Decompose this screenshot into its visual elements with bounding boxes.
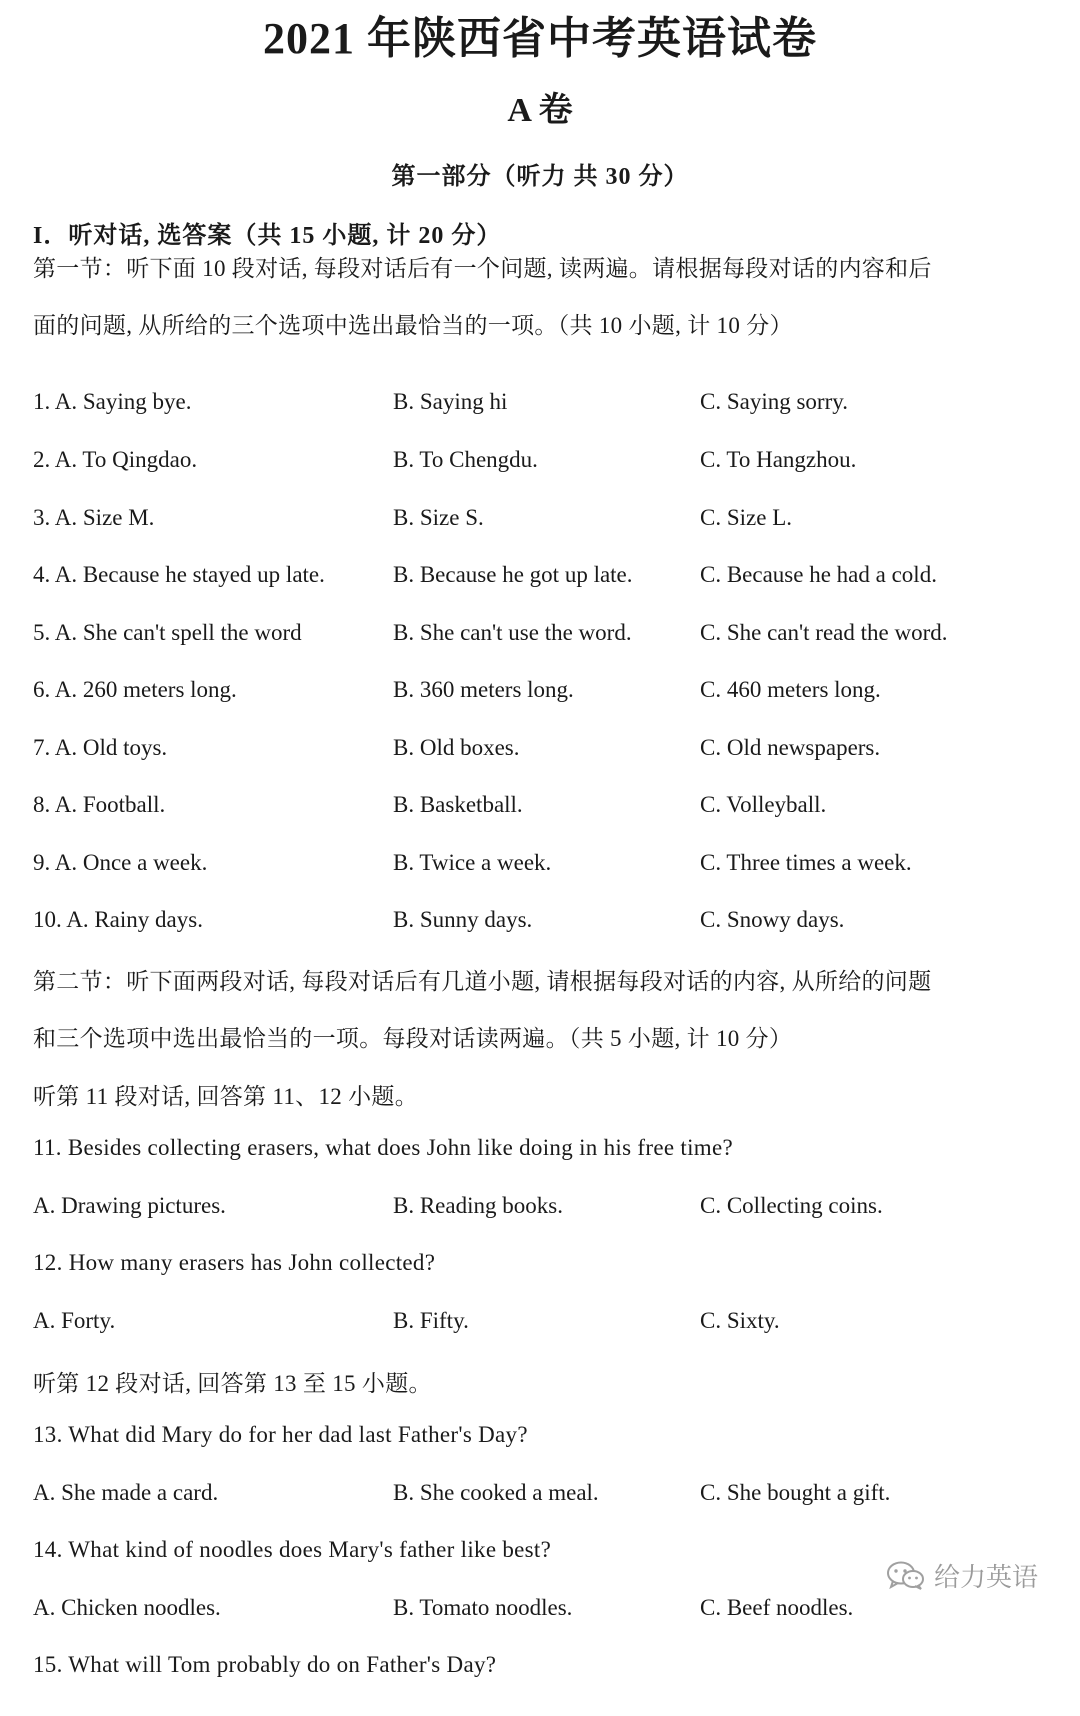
exam-title: 2021 年陕西省中考英语试卷	[263, 14, 817, 63]
option-a: A. Chicken noodles.	[33, 1595, 221, 1620]
option-a: 9. A. Once a week.	[33, 850, 208, 875]
option-a: 1. A. Saying bye.	[33, 389, 192, 414]
dialogue1-intro: 听第 11 段对话, 回答第 11、12 小题。	[33, 1084, 418, 1109]
option-c: C. Three times a week.	[700, 850, 912, 875]
exam-subtitle: A 卷	[507, 92, 573, 129]
option-c: C. 460 meters long.	[700, 677, 881, 702]
option-a: A. She made a card.	[33, 1480, 219, 1505]
question-13: 13. What did Mary do for her dad last Father's Day?	[33, 1422, 528, 1447]
option-a: 6. A. 260 meters long.	[33, 677, 237, 702]
question-row	[0, 562, 1080, 596]
option-a: 3. A. Size M.	[33, 505, 155, 530]
option-c: C. To Hangzhou.	[700, 447, 857, 472]
option-b: B. Sunny days.	[393, 907, 533, 932]
question-row	[0, 1480, 1080, 1514]
option-b: B. Twice a week.	[393, 850, 552, 875]
option-c: C. Volleyball.	[700, 792, 827, 817]
option-a: 7. A. Old toys.	[33, 735, 168, 760]
section1-instructions-line2: 面的问题, 从所给的三个选项中选出最恰当的一项。（共 10 小题, 计 10 分）	[33, 313, 793, 338]
question-14: 14. What kind of noodles does Mary's father like best?	[33, 1537, 552, 1562]
question-row	[0, 850, 1080, 884]
option-b: B. Old boxes.	[393, 735, 520, 760]
option-b: B. To Chengdu.	[393, 447, 538, 472]
option-b: B. Fifty.	[393, 1308, 469, 1333]
option-b: B. Reading books.	[393, 1193, 563, 1218]
option-a: 8. A. Football.	[33, 792, 166, 817]
option-a: 10. A. Rainy days.	[33, 907, 203, 932]
section1-instructions-line1: 第一节：听下面 10 段对话, 每段对话后有一个问题, 读两遍。请根据每段对话的内容和后	[33, 256, 932, 281]
question-row	[0, 620, 1080, 654]
option-b: B. Because he got up late.	[393, 562, 633, 587]
option-b: B. 360 meters long.	[393, 677, 574, 702]
option-c: C. She bought a gift.	[700, 1480, 891, 1505]
option-c: C. She can't read the word.	[700, 620, 948, 645]
option-b: B. Tomato noodles.	[393, 1595, 573, 1620]
option-c: C. Collecting coins.	[700, 1193, 883, 1218]
option-c: C. Old newspapers.	[700, 735, 881, 760]
option-b: B. Size S.	[393, 505, 484, 530]
option-a: 5. A. She can't spell the word	[33, 620, 302, 645]
question-row	[0, 677, 1080, 711]
option-c: C. Beef noodles.	[700, 1595, 854, 1620]
dialogue2-intro: 听第 12 段对话, 回答第 13 至 15 小题。	[33, 1371, 432, 1396]
question-15: 15. What will Tom probably do on Father's Day?	[33, 1652, 497, 1677]
wechat-icon	[886, 1560, 926, 1592]
part-title: 第一部分（听力 共 30 分）	[391, 164, 689, 190]
question-row	[0, 907, 1080, 941]
question-row	[0, 735, 1080, 769]
question-row	[0, 505, 1080, 539]
option-c: C. Saying sorry.	[700, 389, 849, 414]
question-row	[0, 1595, 1080, 1629]
question-row	[0, 1193, 1080, 1227]
watermark	[886, 1557, 1038, 1594]
option-c: C. Snowy days.	[700, 907, 845, 932]
section2-instructions-line2: 和三个选项中选出最恰当的一项。每段对话读两遍。（共 5 小题, 计 10 分）	[33, 1026, 793, 1051]
option-a: A. Forty.	[33, 1308, 116, 1333]
question-row	[0, 389, 1080, 423]
option-c: C. Sixty.	[700, 1308, 780, 1333]
option-a: 2. A. To Qingdao.	[33, 447, 198, 472]
question-12: 12. How many erasers has John collected?	[33, 1250, 436, 1275]
question-row	[0, 1308, 1080, 1342]
option-c: C. Because he had a cold.	[700, 562, 937, 587]
section2-instructions-line1: 第二节：听下面两段对话, 每段对话后有几道小题, 请根据每段对话的内容, 从所给的问题	[33, 969, 932, 994]
option-b: B. She can't use the word.	[393, 620, 632, 645]
option-b: B. Saying hi	[393, 389, 508, 414]
question-row	[0, 792, 1080, 826]
option-c: C. Size L.	[700, 505, 792, 530]
option-b: B. She cooked a meal.	[393, 1480, 599, 1505]
option-a: A. Drawing pictures.	[33, 1193, 226, 1218]
question-row	[0, 447, 1080, 481]
question-11: 11. Besides collecting erasers, what does John like doing in his free time?	[33, 1135, 733, 1160]
section-title: I．听对话, 选答案（共 15 小题, 计 20 分）	[33, 223, 502, 249]
option-a: 4. A. Because he stayed up late.	[33, 562, 325, 587]
watermark-text: 给力英语	[933, 1563, 1038, 1593]
option-b: B. Basketball.	[393, 792, 523, 817]
